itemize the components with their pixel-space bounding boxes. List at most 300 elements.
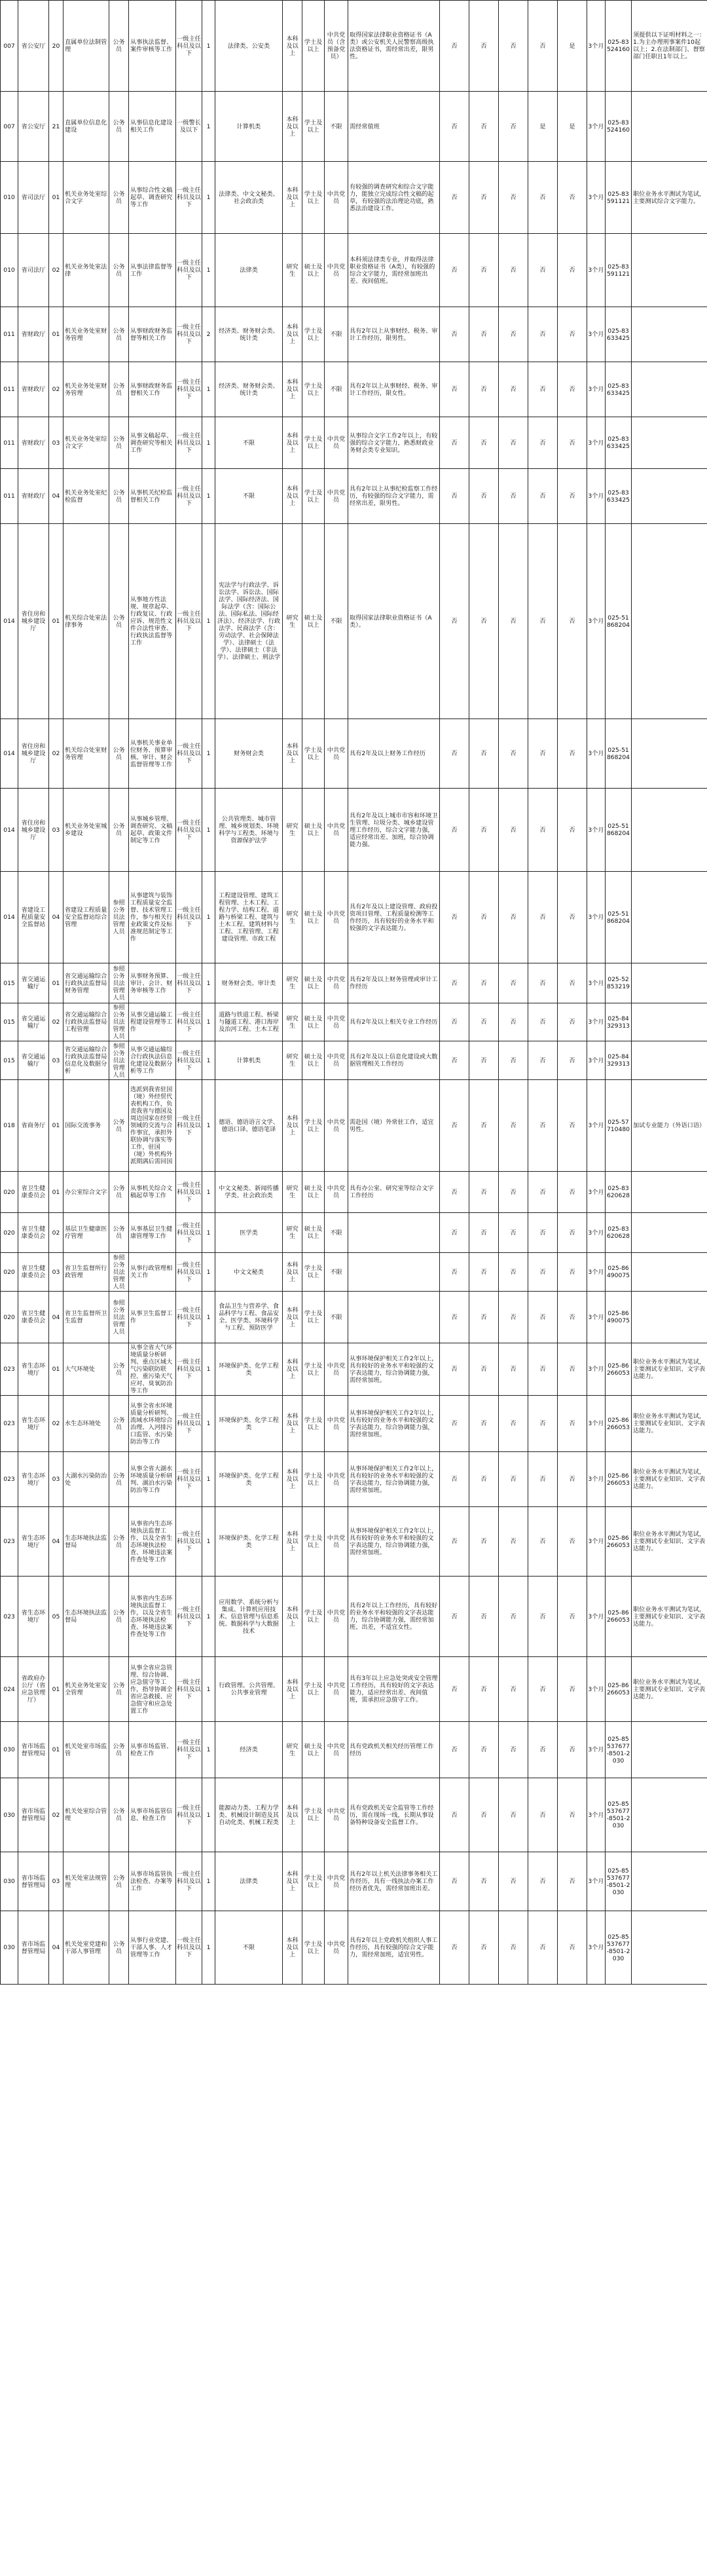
flag-cell-3-text: 否 — [510, 267, 517, 274]
exam-ratio-cell-text: 3个月 — [588, 1056, 604, 1064]
flag-cell-3 — [499, 1452, 528, 1507]
dept-code-cell-text: 018 — [3, 1122, 15, 1129]
flag-cell-3-text: 否 — [510, 1878, 517, 1885]
job-duty-cell — [129, 307, 176, 362]
job-duty-cell-text: 从事建筑与装饰工程质量安全监督、技术管理工作，参与相关行业政策文件及标准规范制定等工作 — [130, 892, 173, 943]
flag-cell-4-text: 否 — [539, 750, 546, 757]
flag-cell-2 — [469, 1213, 499, 1253]
position-name-cell — [63, 1452, 109, 1507]
political-status-cell-text: 中共党员 — [327, 1053, 346, 1068]
exam-ratio-cell — [587, 872, 606, 963]
job-table-body — [1, 1, 707, 1985]
flag-cell-3-text: 否 — [510, 914, 517, 921]
level-cell — [176, 307, 202, 362]
dept-name-cell — [18, 1911, 49, 1985]
dept-code-cell — [1, 1778, 18, 1852]
level-cell — [176, 92, 202, 162]
degree-cell — [302, 1452, 325, 1507]
major-cell — [215, 92, 283, 162]
level-cell-text: 一级主任科员及以下 — [177, 906, 201, 928]
political-status-cell-text: 中共党员 — [327, 1118, 346, 1133]
position-type-cell — [109, 1, 129, 92]
position-name-cell-text: 机关业务处室综合文字 — [65, 436, 107, 450]
major-cell-text: 经济类、财务财会类、统计类 — [219, 382, 279, 397]
flag-cell-5 — [558, 1911, 587, 1985]
degree-cell — [302, 307, 325, 362]
major-cell — [215, 1080, 283, 1172]
political-status-cell-text: 中共党员 — [327, 1940, 346, 1955]
degree-cell — [302, 1172, 325, 1213]
flag-cell-5-text: 否 — [569, 331, 575, 338]
hire-count-cell — [202, 1452, 215, 1507]
other-requirements-cell-text: 取得国家法律职业资格证书（A类）或公安机关人民警察高级执法资格证书，需经常出差，限男性。 — [350, 31, 434, 60]
flag-cell-1-text: 否 — [451, 386, 458, 393]
phone-cell — [606, 92, 632, 162]
flag-cell-2 — [469, 92, 499, 162]
hire-count-cell-text: 1 — [206, 1420, 211, 1427]
flag-cell-4-text: 否 — [539, 1476, 546, 1483]
phone-cell — [606, 1343, 632, 1396]
note-cell — [632, 162, 707, 234]
flag-cell-4 — [528, 524, 558, 719]
degree-cell — [302, 1343, 325, 1396]
major-cell — [215, 1253, 283, 1292]
level-cell-text: 一级主任科员及以下 — [177, 1531, 201, 1552]
political-status-cell — [325, 1452, 348, 1507]
position-type-cell-text: 公务员 — [113, 1682, 125, 1696]
phone-cell — [606, 963, 632, 1003]
phone-cell — [606, 1911, 632, 1985]
dept-code-cell — [1, 789, 18, 872]
position-code-cell-text: 04 — [52, 914, 60, 921]
flag-cell-1-text: 否 — [451, 914, 458, 921]
position-type-cell — [109, 307, 129, 362]
table-row — [1, 1778, 707, 1852]
degree-cell — [302, 1253, 325, 1292]
job-duty-cell — [129, 1722, 176, 1778]
position-code-cell-text: 01 — [52, 618, 60, 625]
table-row — [1, 1343, 707, 1396]
flag-cell-3-text: 否 — [510, 979, 517, 987]
other-requirements-cell-text: 从事环境保护相关工作2年以上，具有较好的业务水平和较强的文字表达能力，综合协调能力强，需经常加班。 — [350, 1409, 438, 1438]
flag-cell-5 — [558, 469, 587, 524]
education-cell — [283, 1, 302, 92]
phone-cell — [606, 1253, 632, 1292]
flag-cell-4 — [528, 469, 558, 524]
position-code-cell-text: 02 — [52, 267, 60, 274]
other-requirements-cell — [348, 469, 440, 524]
exam-ratio-cell — [587, 1452, 606, 1507]
note-cell — [632, 307, 707, 362]
other-requirements-cell-text: 具有党政机关相关经历管理工作经历 — [350, 1742, 434, 1757]
phone-cell-text: 025-57710480 — [606, 1118, 630, 1133]
other-requirements-cell — [348, 1003, 440, 1041]
flag-cell-4-text: 否 — [539, 1229, 546, 1237]
flag-cell-3-text: 否 — [510, 1018, 517, 1026]
phone-cell — [606, 719, 632, 789]
flag-cell-2-text: 否 — [480, 1268, 487, 1276]
position-name-cell-text: 机关处室法规管理 — [65, 1874, 107, 1889]
flag-cell-1-text: 否 — [451, 826, 458, 834]
position-code-cell — [49, 1577, 63, 1657]
exam-ratio-cell — [587, 1, 606, 92]
position-name-cell-text: 机关业务处室财务管理 — [65, 382, 107, 397]
flag-cell-5-text: 否 — [569, 1613, 575, 1620]
note-cell — [632, 1172, 707, 1213]
phone-cell-text: 025-51868204 — [606, 746, 630, 761]
flag-cell-2-text: 否 — [480, 1018, 487, 1026]
position-type-cell-text: 公务员 — [113, 823, 125, 837]
flag-cell-5-text: 否 — [569, 1229, 575, 1237]
flag-cell-4 — [528, 1, 558, 92]
flag-cell-2 — [469, 307, 499, 362]
flag-cell-1-text: 否 — [451, 267, 458, 274]
level-cell-text: 一级主任科员及以下 — [177, 379, 201, 400]
flag-cell-1 — [440, 92, 469, 162]
dept-name-cell-text: 省交通运输厅 — [21, 1053, 46, 1068]
note-cell — [632, 963, 707, 1003]
flag-cell-5 — [558, 1722, 587, 1778]
flag-cell-4-text: 否 — [539, 1018, 546, 1026]
flag-cell-3-text: 否 — [510, 1268, 517, 1276]
phone-cell-text: 025-86266053 — [606, 1416, 630, 1431]
phone-cell — [606, 1041, 632, 1080]
political-status-cell-text: 不限 — [330, 1229, 342, 1237]
position-code-cell — [49, 307, 63, 362]
position-code-cell-text: 05 — [52, 1613, 60, 1620]
hire-count-cell-text: 1 — [206, 122, 211, 130]
dept-code-cell-text: 020 — [3, 1188, 15, 1196]
position-name-cell-text: 机关业务处室纪检监督 — [65, 489, 107, 504]
flag-cell-4-text: 否 — [539, 1685, 546, 1693]
degree-cell-text: 学士及以上 — [304, 1362, 323, 1377]
flag-cell-4-text: 否 — [539, 1811, 546, 1819]
major-cell — [215, 1213, 283, 1253]
job-duty-cell — [129, 719, 176, 789]
job-duty-cell — [129, 362, 176, 417]
phone-cell — [606, 1396, 632, 1452]
phone-cell — [606, 872, 632, 963]
hire-count-cell-text: 1 — [206, 750, 211, 757]
position-type-cell-text: 参照公务员法管理人员 — [113, 1042, 125, 1079]
hire-count-cell-text: 1 — [206, 1018, 211, 1026]
flag-cell-4 — [528, 1003, 558, 1041]
flag-cell-4-text: 否 — [539, 439, 546, 447]
phone-cell — [606, 1577, 632, 1657]
dept-name-cell — [18, 417, 49, 469]
level-cell — [176, 162, 202, 234]
job-duty-cell-text: 从事市场监管执法检查、办案等工作 — [130, 1871, 173, 1892]
dept-code-cell — [1, 1396, 18, 1452]
flag-cell-3 — [499, 1003, 528, 1041]
exam-ratio-cell-text: 3个月 — [588, 1538, 604, 1545]
note-cell — [632, 872, 707, 963]
note-cell — [632, 1003, 707, 1041]
flag-cell-2-text: 否 — [480, 914, 487, 921]
flag-cell-3-text: 否 — [510, 122, 517, 130]
education-cell-text: 本科及以上 — [286, 379, 299, 400]
major-cell — [215, 963, 283, 1003]
flag-cell-5 — [558, 1852, 587, 1911]
flag-cell-1-text: 否 — [451, 1313, 458, 1321]
dept-code-cell — [1, 1213, 18, 1253]
flag-cell-5-text: 否 — [569, 386, 575, 393]
exam-ratio-cell-text: 3个月 — [588, 1811, 604, 1819]
flag-cell-4 — [528, 417, 558, 469]
flag-cell-2-text: 否 — [480, 1056, 487, 1064]
political-status-cell-text: 不限 — [330, 1313, 342, 1321]
phone-cell — [606, 469, 632, 524]
political-status-cell — [325, 1396, 348, 1452]
level-cell — [176, 524, 202, 719]
level-cell-text: 一级警长及以下 — [177, 119, 201, 134]
political-status-cell — [325, 1253, 348, 1292]
position-code-cell-text: 20 — [52, 42, 60, 50]
political-status-cell — [325, 1343, 348, 1396]
education-cell-text: 研究生 — [286, 263, 299, 278]
education-cell-text: 本科及以上 — [286, 1115, 299, 1136]
job-duty-cell-text: 从事信息化建设相关工作 — [130, 119, 173, 134]
flag-cell-1-text: 否 — [451, 750, 458, 757]
dept-name-cell-text: 省建设工程质量安全监督站 — [21, 906, 46, 928]
position-type-cell-text: 公务员 — [113, 1534, 125, 1549]
position-type-cell-text: 公务员 — [113, 1225, 125, 1240]
education-cell-text: 研究生 — [286, 1225, 299, 1240]
position-type-cell — [109, 719, 129, 789]
education-cell-text: 研究生 — [286, 1185, 299, 1199]
major-cell — [215, 1778, 283, 1852]
flag-cell-2-text: 否 — [480, 1313, 487, 1321]
flag-cell-3-text: 否 — [510, 493, 517, 500]
position-type-cell — [109, 469, 129, 524]
major-cell-text: 环境保护类、化学工程类 — [219, 1362, 279, 1377]
flag-cell-5-text: 否 — [569, 1018, 575, 1026]
position-name-cell — [63, 1657, 109, 1722]
hire-count-cell-text: 1 — [206, 979, 211, 987]
table-row — [1, 92, 707, 162]
flag-cell-5-text: 否 — [569, 1878, 575, 1885]
dept-code-cell — [1, 1, 18, 92]
flag-cell-1-text: 否 — [451, 979, 458, 987]
hire-count-cell-text: 1 — [206, 1268, 211, 1276]
exam-ratio-cell — [587, 362, 606, 417]
position-type-cell-text: 公务员 — [113, 1808, 125, 1822]
level-cell-text: 一级主任科员及以下 — [177, 1261, 201, 1283]
education-cell-text: 本科及以上 — [286, 187, 299, 208]
position-type-cell — [109, 1003, 129, 1041]
dept-name-cell-text: 省生态环境厅 — [21, 1472, 46, 1487]
major-cell — [215, 789, 283, 872]
job-duty-cell — [129, 1507, 176, 1577]
flag-cell-2 — [469, 162, 499, 234]
major-cell — [215, 162, 283, 234]
flag-cell-5 — [558, 1080, 587, 1172]
flag-cell-3 — [499, 362, 528, 417]
job-duty-cell-text: 从事综合性文稿起草、调查研究等工作 — [130, 187, 173, 208]
dept-name-cell — [18, 1080, 49, 1172]
other-requirements-cell — [348, 417, 440, 469]
flag-cell-1 — [440, 1852, 469, 1911]
major-cell — [215, 1003, 283, 1041]
major-cell-text: 行政管理、公共管理、公共事业管理 — [219, 1682, 279, 1696]
job-duty-cell-text: 从事法律监督等工作 — [130, 263, 173, 278]
exam-ratio-cell-text: 3个月 — [588, 618, 604, 625]
phone-cell — [606, 1003, 632, 1041]
flag-cell-1-text: 否 — [451, 1685, 458, 1693]
position-code-cell-text: 04 — [52, 1944, 60, 1951]
major-cell — [215, 719, 283, 789]
position-name-cell-text: 办公室综合文字 — [65, 1188, 107, 1196]
dept-name-cell — [18, 307, 49, 362]
flag-cell-3 — [499, 1, 528, 92]
hire-count-cell — [202, 234, 215, 307]
hire-count-cell-text: 1 — [206, 1476, 211, 1483]
flag-cell-1-text: 否 — [451, 1229, 458, 1237]
table-row — [1, 963, 707, 1003]
exam-ratio-cell-text: 3个月 — [588, 914, 604, 921]
degree-cell-text: 硕士及以上 — [304, 263, 323, 278]
phone-cell-text: 025-86266053 — [606, 1682, 630, 1696]
note-cell — [632, 417, 707, 469]
flag-cell-1-text: 否 — [451, 122, 458, 130]
flag-cell-5 — [558, 1778, 587, 1852]
position-type-cell-text: 公务员 — [113, 119, 125, 134]
level-cell-text: 一级主任科员及以下 — [177, 1739, 201, 1761]
exam-ratio-cell — [587, 162, 606, 234]
note-cell — [632, 1452, 707, 1507]
job-duty-cell-text: 从事机关事业单位财务、预算审核、审计、财会监督管理等工作 — [130, 739, 173, 768]
flag-cell-2 — [469, 1722, 499, 1778]
flag-cell-1-text: 否 — [451, 1613, 458, 1620]
table-row — [1, 362, 707, 417]
table-row — [1, 1452, 707, 1507]
flag-cell-5 — [558, 1396, 587, 1452]
job-duty-cell-text: 从事省内生态环境执法监督工作，以及全省生态环境执法检查、环境违法案件查处等工作 — [130, 1520, 173, 1563]
exam-ratio-cell-text: 3个月 — [588, 1685, 604, 1693]
exam-ratio-cell — [587, 963, 606, 1003]
position-code-cell — [49, 1253, 63, 1292]
dept-name-cell — [18, 789, 49, 872]
dept-code-cell-text: 015 — [3, 979, 15, 987]
position-name-cell — [63, 1003, 109, 1041]
job-duty-cell-text: 从事市场监管、检查工作 — [130, 1742, 173, 1757]
phone-cell-text: 025-83524160 — [606, 39, 630, 53]
education-cell — [283, 1080, 302, 1172]
position-type-cell — [109, 362, 129, 417]
flag-cell-3-text: 否 — [510, 331, 517, 338]
major-cell-text: 工程建设管理、建筑工程管理、土木工程、工程力学、结构工程、道路与桥梁工程、建筑与土木工程、建筑材料与工程、工程管理、工程建设管理、市政工程 — [219, 892, 279, 943]
exam-ratio-cell — [587, 1213, 606, 1253]
table-row — [1, 524, 707, 719]
education-cell-text: 本科及以上 — [286, 1261, 299, 1283]
flag-cell-2-text: 否 — [480, 1420, 487, 1427]
dept-code-cell-text: 014 — [3, 826, 15, 834]
degree-cell — [302, 719, 325, 789]
phone-cell — [606, 1852, 632, 1911]
flag-cell-5 — [558, 1292, 587, 1343]
political-status-cell-text: 不限 — [330, 386, 342, 393]
major-cell — [215, 234, 283, 307]
position-code-cell — [49, 789, 63, 872]
dept-name-cell — [18, 963, 49, 1003]
job-duty-cell-text: 从事全省大气环境质量分析研判、重点区域大气污染联防联控、重污染天气应对、臭氧防治等工作 — [130, 1344, 173, 1394]
degree-cell — [302, 963, 325, 1003]
position-code-cell-text: 01 — [52, 194, 60, 201]
position-name-cell — [63, 1507, 109, 1577]
major-cell-text: 经济类、财务财会类、统计类 — [219, 327, 279, 342]
hire-count-cell — [202, 1292, 215, 1343]
flag-cell-5 — [558, 1452, 587, 1507]
exam-ratio-cell-text: 3个月 — [588, 1420, 604, 1427]
flag-cell-1-text: 否 — [451, 1811, 458, 1819]
political-status-cell — [325, 1852, 348, 1911]
hire-count-cell — [202, 307, 215, 362]
position-name-cell-text: 省交通运输综合行政执法监督局财务管理 — [65, 972, 107, 994]
position-code-cell-text: 01 — [52, 331, 60, 338]
flag-cell-5-text: 否 — [569, 1188, 575, 1196]
phone-cell-text: 025-51868204 — [606, 910, 630, 925]
flag-cell-5-text: 否 — [569, 439, 575, 447]
note-cell — [632, 1080, 707, 1172]
table-row — [1, 1172, 707, 1213]
flag-cell-1 — [440, 719, 469, 789]
flag-cell-5 — [558, 872, 587, 963]
table-row — [1, 1003, 707, 1041]
flag-cell-4-text: 否 — [539, 194, 546, 201]
job-duty-cell — [129, 1292, 176, 1343]
note-cell — [632, 234, 707, 307]
dept-name-cell-text: 省政府办公厅（省应急管理厅） — [21, 1675, 46, 1704]
flag-cell-4 — [528, 1396, 558, 1452]
phone-cell-text: 025-85537677-8501-2030 — [606, 1735, 630, 1764]
position-name-cell — [63, 1343, 109, 1396]
major-cell — [215, 1041, 283, 1080]
flag-cell-3-text: 否 — [510, 1420, 517, 1427]
dept-name-cell — [18, 92, 49, 162]
position-name-cell-text: 省卫生监督所行政管理 — [65, 1265, 107, 1279]
position-name-cell-text: 直属单位法制管理 — [65, 39, 107, 53]
note-cell — [632, 1911, 707, 1985]
other-requirements-cell-text: 从事环境保护相关工作2年以上，具有较好的业务水平和较强的文字表达能力，综合协调能力强，需经常加班。 — [350, 1527, 438, 1556]
job-duty-cell — [129, 1041, 176, 1080]
note-cell — [632, 1, 707, 92]
position-name-cell-text: 省卫生监督所卫生监督 — [65, 1310, 107, 1324]
dept-code-cell — [1, 524, 18, 719]
position-code-cell-text: 03 — [52, 439, 60, 447]
political-status-cell-text: 不限 — [330, 1268, 342, 1276]
position-type-cell — [109, 1213, 129, 1253]
major-cell — [215, 1911, 283, 1985]
dept-name-cell-text: 省公安厅 — [21, 42, 46, 50]
flag-cell-2 — [469, 234, 499, 307]
job-duty-cell — [129, 1778, 176, 1852]
job-duty-cell-text: 从事省内生态环境执法监督工作，以及全省生态环境执法检查、环境违法案件查处等工作 — [130, 1595, 173, 1638]
exam-ratio-cell-text: 3个月 — [588, 1268, 604, 1276]
flag-cell-3-text: 否 — [510, 1188, 517, 1196]
position-code-cell — [49, 1292, 63, 1343]
flag-cell-5 — [558, 1172, 587, 1213]
job-duty-cell — [129, 1080, 176, 1172]
phone-cell-text: 025-83633425 — [606, 436, 630, 450]
position-code-cell — [49, 963, 63, 1003]
flag-cell-2 — [469, 1253, 499, 1292]
political-status-cell — [325, 963, 348, 1003]
note-cell — [632, 362, 707, 417]
major-cell — [215, 1577, 283, 1657]
degree-cell — [302, 1577, 325, 1657]
table-row — [1, 1213, 707, 1253]
other-requirements-cell — [348, 1722, 440, 1778]
